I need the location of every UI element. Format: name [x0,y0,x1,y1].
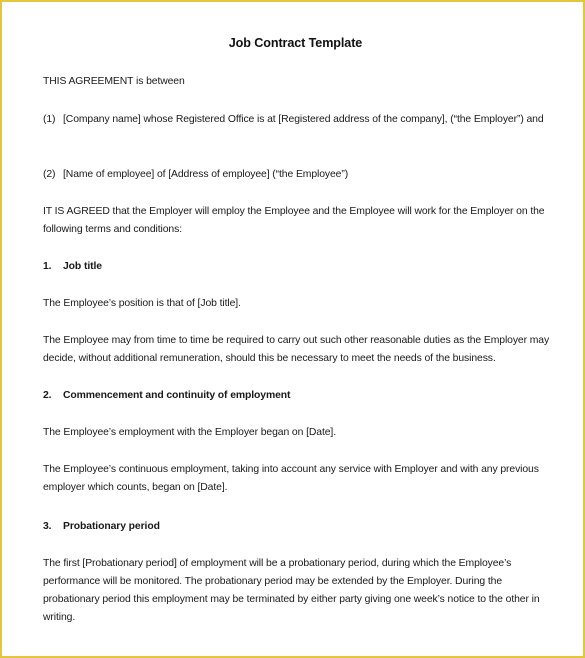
section-heading [43,518,555,536]
document-title: Job Contract Template [228,36,363,50]
section-heading [43,387,555,405]
section-paragraph: The first [Probationary period] of employment will be a probationary period, during which the Employee’s performance will be monitored. The probationary period may be extended by the Employer. During the probationary period this employment may be terminated by either party giving one week’s notice to the other in writing. [43,558,540,623]
section-number: 1. [43,261,52,272]
section-title: Probationary period [63,521,160,532]
party-2 [43,166,555,184]
section-title: Commencement and continuity of employment [63,390,291,401]
section-number: 3. [43,521,52,532]
section-title: Job title [63,261,102,272]
section-paragraph: The Employee’s employment with the Employer began on [Date]. [43,427,336,438]
section-paragraph: The Employee’s position is that of [Job title]. [43,298,241,309]
agreement-terms-text: IT IS AGREED that the Employer will employ the Employee and the Employee will work for the Employer on the following terms and conditions: [43,206,545,235]
section-paragraph: The Employee’s continuous employment, taking into account any service with Employer and with any previous employer which counts, began on [Date]. [43,464,539,493]
section-paragraph: The Employee may from time to time be required to carry out such other reasonable duties as the Employer may decide, without additional remuneration, should this be necessary to meet the needs of the business. [43,335,550,364]
party-2-text: [Name of employee] of [Address of employee] (“the Employee”) [63,169,349,180]
party-2-number: (2) [43,169,56,180]
party-1 [43,111,555,129]
intro-text: THIS AGREEMENT is between [43,76,185,87]
section-number: 2. [43,390,52,401]
party-1-number: (1) [43,114,56,125]
party-1-text: [Company name] whose Registered Office is at [Registered address of the company], (“the Employer”) and [63,114,544,125]
section-heading [43,258,555,276]
